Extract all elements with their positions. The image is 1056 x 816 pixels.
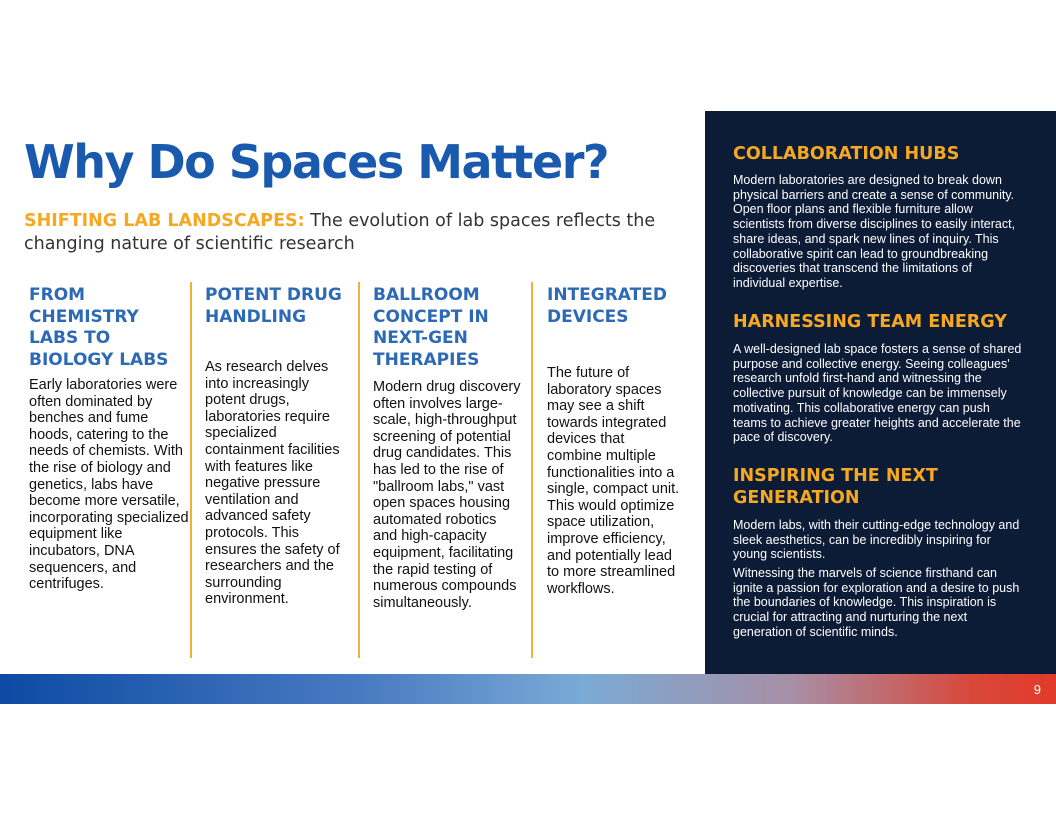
sidebar-panel (705, 111, 1056, 674)
sidebar-body: Modern labs, with their cutting-edge technology and sleek aesthetics, can be incredibly inspiring for young scientists. (733, 518, 1020, 562)
page-title: Why Do Spaces Matter? (24, 135, 609, 189)
column-body: The future of laboratory spaces may see a shift towards integrated devices that combine multiple functionalities into a single, compact unit. This would optimize space utilization, improve efficiency, and potentially lead to more streamlined workflows. (547, 365, 680, 597)
column-divider (531, 282, 533, 658)
column-divider (190, 282, 192, 658)
column-divider (358, 282, 360, 658)
sidebar-body: A well-designed lab space fosters a sense of shared purpose and collective energy. Seeing colleagues' research unfold first-hand and witnessing the collective pursuit of knowledge can be immensely motivating. This collaborative energy can push teams to achieve greater heights and accelerate the pace of discovery. (733, 342, 1022, 445)
column-heading: POTENT DRUG HANDLING (205, 285, 342, 327)
sidebar-heading: HARNESSING TEAM ENERGY (733, 312, 1007, 332)
column-ballroom (373, 285, 523, 611)
column-integrated-devices (547, 285, 682, 597)
sidebar-body: Modern laboratories are designed to break down physical barriers and create a sense of community. Open floor plans and flexible furniture allow scientists from diverse disciplines to easily interact, share ideas, and spark new lines of inquiry. This collaborative spirit can lead to groundbreaking discoveries that transcend the limitations of individual expertise. (733, 173, 1016, 290)
page-number: 9 (1033, 682, 1041, 697)
column-body: Modern drug discovery often involves large-scale, high-throughput screening of potential drug candidates. This has led to the rise of "ballroom labs," vast open spaces housing automated robotics and high-capacity equipment, facilitating the rapid testing of numerous compounds simultaneously. (373, 379, 521, 611)
column-heading: BALLROOM CONCEPT IN NEXT-GEN THERAPIES (373, 285, 489, 370)
sidebar-heading: INSPIRING THE NEXT GENERATION (733, 466, 938, 508)
column-heading: INTEGRATED DEVICES (547, 285, 667, 327)
column-body: Early laboratories were often dominated by benches and fume hoods, catering to the needs of chemists. With the rise of biology and genetics, labs have become more versatile, incorporating specialized equipment like incubators, DNA sequencers, and centrifuges. (29, 377, 189, 593)
subtitle-text: The evolution of lab spaces reflects the changing nature of scientific research (24, 211, 656, 254)
column-body: As research delves into increasingly potent drugs, laboratories require specialized containment facilities with features like negative pressure ventilation and advanced safety protocols. This ensures the safety of researchers and the surrounding environment. (205, 359, 340, 608)
sidebar-body: Witnessing the marvels of science firsthand can ignite a passion for exploration and a desire to push the boundaries of knowledge. This inspiration is crucial for attracting and nurturing the next generation of scientific minds. (733, 566, 1020, 639)
subtitle-lead: SHIFTING LAB LANDSCAPES: (24, 211, 305, 231)
column-potent-drug (205, 285, 350, 608)
page-subtitle (24, 210, 684, 256)
column-heading: FROM CHEMISTRY LABS TO BIOLOGY LABS (29, 285, 169, 370)
sidebar-heading: COLLABORATION HUBS (733, 144, 960, 164)
column-chemistry-biology (29, 285, 191, 593)
footer-gradient-band (0, 674, 1056, 704)
